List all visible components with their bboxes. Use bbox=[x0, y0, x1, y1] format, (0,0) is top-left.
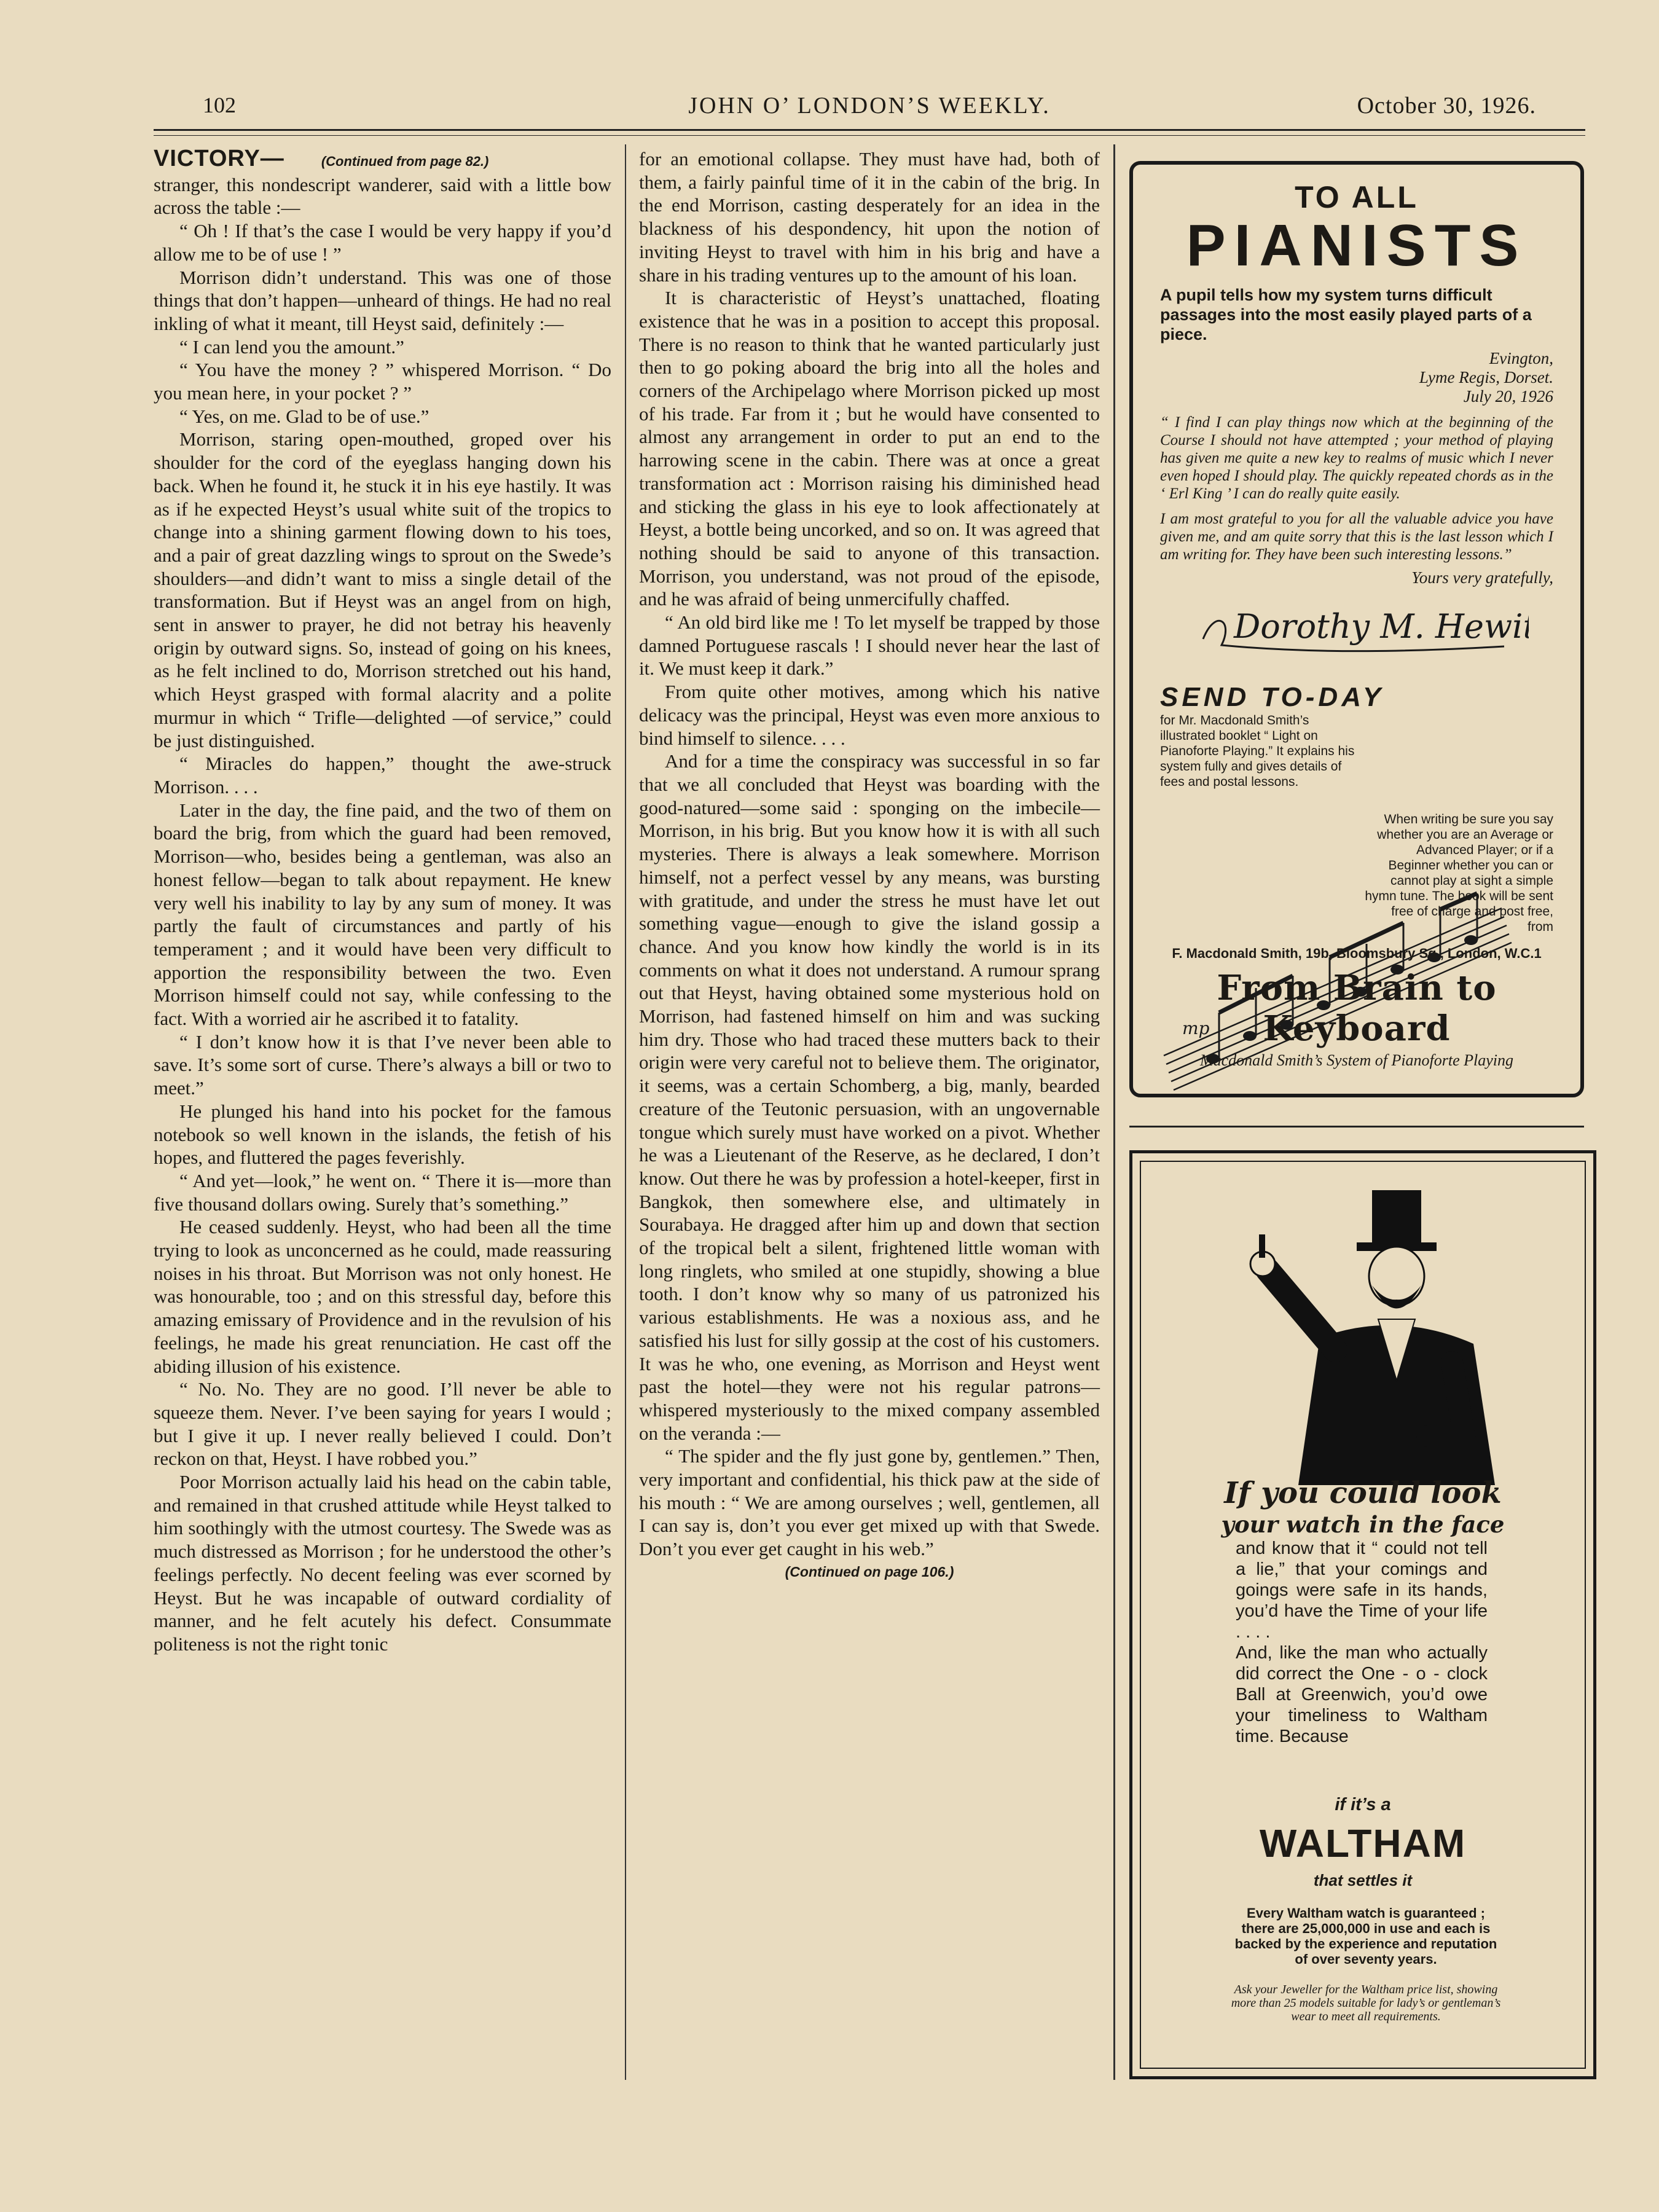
paragraph: “ I don’t know how it is that I’ve never been able to save. It’s some sort of curse. There’s always a bill or two to meet.” bbox=[154, 1030, 611, 1099]
continued-from-note: (Continued from page 82.) bbox=[321, 154, 489, 169]
column-divider bbox=[1113, 144, 1115, 2080]
brand-tagline: that settles it bbox=[1313, 1871, 1413, 1889]
story-title: VICTORY— bbox=[154, 146, 284, 171]
advertiser-address: F. Macdonald Smith, 19b, Bloomsbury Sq., London, W.C.1 bbox=[1172, 946, 1542, 961]
paragraph: “ You have the money ? ” whispered Morrison. “ Do you mean here, in your pocket ? ” bbox=[154, 359, 611, 404]
ordering-instructions: When writing be sure you say whether you are an Average or Advanced Player; or if a Beginner whether you can or cannot play at sight a simple hymn tune. The book will be sent free of charge and post free, from bbox=[1365, 812, 1553, 934]
continued-on-note: (Continued on page 106.) bbox=[785, 1563, 954, 1580]
paragraph: “ The spider and the fly just gone by, gentlemen.” Then, very important and confidential, his thick paw at the side of his mouth : “ We are among ourselves ; well, gentlemen, all I can say is, don’t you ever get mixed up with that Swede. Don’t you ever get caught in his web.” bbox=[639, 1445, 1100, 1560]
gentleman-illustration bbox=[1206, 1178, 1526, 1522]
paragraph: “ An old bird like me ! To let myself be trapped by those damned Portuguese rascals ! I should never hear the last of it. We must keep it dark.” bbox=[639, 611, 1100, 680]
signature bbox=[1160, 596, 1553, 664]
testimonial-quote: “ I find I can play things now which at the beginning of the Course I should not have attempted ; your method of playing has given me quite a new key to realms of music which I never even hoped I should play. The quickly repeated chords as in the ‘ Erl King ’ I can do really quite easily. bbox=[1160, 414, 1553, 502]
story-column-2 bbox=[639, 147, 1100, 1584]
paragraph: Poor Morrison actually laid his head on the cabin table, and remained in that crushed attitude while Heyst talked to him soothingly with the utmost courtesy. The Swede was as much distressed as Morrison ; for he understood the other’s feelings perfectly. No decent feeling was ever scorned by Heyst. But he was incapable of outward cordiality of manner, and he felt acutely his defect. Consummate politeness is not the right tonic bbox=[154, 1471, 611, 1655]
paragraph: “ Oh ! If that’s the case I would be very happy if you’d allow me to be of use ! ” bbox=[154, 220, 611, 265]
ad-headline: If you could look bbox=[1224, 1476, 1502, 1510]
story-heading bbox=[154, 147, 611, 173]
ad-subheadline: your watch in the face bbox=[1221, 1511, 1505, 1538]
system-name: Macdonald Smith’s System of Pianoforte Playing bbox=[1199, 1051, 1514, 1069]
ad-slogan: From Brain to Keyboard bbox=[1217, 968, 1497, 1049]
paragraph: It is characteristic of Heyst’s unattached, floating existence that he was in a position to accept this proposal. There is no reason to think that he wanted particularly just then to go poking aboard the brig into all the holes and corners of the Archipelago where Morrison picked up most of his trade. Far from it ; but he would have consented to almost any arrangement in order to put an end to the harrowing scene in the cabin. There was at once a great transformation act : Morrison raising his diminished head and sticking the glass in his eye to look affectionately at Heyst, a bottle being uncorked, and so on. It was agreed that nothing should be said to anyone of this transaction. Morrison, you understand, was not proud of the episode, and he was afraid of being unmercifully chaffed. bbox=[639, 287, 1100, 610]
paragraph: “ I can lend you the amount.” bbox=[179, 335, 404, 358]
testimonial-quote: I am most grateful to you for all the valuable advice you have given me, and am quite sorry that this is the last lesson which I am writing for. They have been such interesting lessons.” bbox=[1160, 511, 1553, 563]
paragraph: And for a time the conspiracy was successful in so far that we all concluded that Heyst was boarding with the good-natured—some said : sponging on the imbecile—Morrison, in his brig. But you know how it is with all such mysteries. There is always a leak somewhere. Morrison himself, not a perfect vessel by any means, was bursting with gratitude, and under the stress he must have let out something vague—enough to give the island gossip a chance. And you know how kindly the world is in its comments on what it does not understand. A rumour sprang out that Heyst, having obtained some mysterious hold on Morrison, had fastened himself on him and was sucking him dry. Those who had traced these mutters back to their origin were very careful not to believe them. The originator, it seems, was a certain Schomberg, a big, manly, bearded creature of the Teutonic persuasion, with an ungovernable tongue which surely must have worked on a pivot. Whether he was a Lieutenant of the Reserve, as he declared, I don’t know. Out there he was by profession a hotel-keeper, first in Bangkok, then somewhere else, and ultimately in Sourabaya. He dragged after him up and down that section of the tropical belt a silent, frightened little woman with long ringlets, who smiled at one stupidly, showing a blue tooth. I don’t know why so many of us patronized his various establishments. He was a noxious ass, and he satisfied his lust for silly gossip at the cost of his customers. It was he who, one evening, as Morrison and Heyst went past the hotel—they were not his regular patrons—whispered mysteriously to the mixed company assembled on the veranda :— bbox=[639, 750, 1100, 1444]
ad-separator bbox=[1129, 1126, 1584, 1128]
address-line: Lyme Regis, Dorset. bbox=[1419, 368, 1553, 386]
ad-body-paragraph: and know that it “ could not tell a lie,” that your comings and goings were safe in its hands, you’d have the Time of your life . . . . bbox=[1236, 1539, 1488, 1642]
waltham-advertisement bbox=[1129, 1150, 1596, 2079]
signature-flourish bbox=[1160, 596, 1529, 664]
issue-date: October 30, 1926. bbox=[1357, 93, 1536, 119]
paragraph: Morrison, staring open-mouthed, groped over his shoulder for the cord of the eyeglass hanging down his back. When he found it, he stuck it in his eye hastily. It was as if he expected Heyst’s usual white suit of the tropics to change into a shining garment flowing down to his toes, and a pair of great dazzling wings to sprout on the Swede’s shoulders—and didn’t want to miss a single detail of the transformation. But if Heyst was an angel from on high, sent in answer to prayer, he did not betray his heavenly origin by outward signs. So, instead of going on his knees, as he felt inclined to do, Morrison stretched out his hand, which Heyst grasped with formal alacrity and a polite murmur in which “ Trifle—delighted —of service,” could be just distinguished. bbox=[154, 428, 611, 751]
story-column-1 bbox=[154, 147, 611, 1656]
paragraph: He ceased suddenly. Heyst, who had been all the time trying to look as unconcerned as he could, made reassuring noises in his throat. But Morrison was not only honest. He was honourable, too ; and on this stressful day, before this amazing emissary of Providence and in the revulsion of his feelings, he made his great renunciation. He cast off the abiding illusion of his existence. bbox=[154, 1216, 611, 1377]
page-number: 102 bbox=[203, 93, 236, 117]
send-today-heading: SEND TO-DAY bbox=[1160, 682, 1385, 712]
paragraph: He plunged his hand into his pocket for the famous notebook so well known in the islands, the fetish of his hopes, and fluttered the pages feverishly. bbox=[154, 1100, 611, 1169]
page-header bbox=[154, 92, 1585, 129]
paragraph: From quite other motives, among which his native delicacy was the principal, Heyst was even more anxious to bind himself to silence. . . . bbox=[639, 681, 1100, 749]
paragraph: “ And yet—look,” he went on. “ There it is—more than five thousand dollars owing. Surely that’s something.” bbox=[154, 1169, 611, 1215]
dynamic-mark: mp bbox=[1182, 1018, 1210, 1038]
ad-body-paragraph: And, like the man who actually did correct the One - o - clock Ball at Greenwich, you’d owe your timeliness to Waltham time. Because bbox=[1236, 1643, 1488, 1746]
booklet-offer: for Mr. Macdonald Smith’s illustrated booklet “ Light on Pianoforte Playing.” It explains his system fully and gives details of fees and postal lessons. bbox=[1160, 713, 1355, 789]
header-rule bbox=[154, 129, 1585, 131]
paragraph: “ Yes, on me. Glad to be of use.” bbox=[179, 405, 429, 427]
ad-lead-in: if it’s a bbox=[1335, 1795, 1391, 1814]
brand-name: WALTHAM bbox=[1259, 1821, 1467, 1865]
letter-address bbox=[1160, 349, 1553, 406]
ad-tagline: A pupil tells how my system turns difficult passages into the most easily played parts of a piece. bbox=[1160, 286, 1532, 343]
paragraph: Morrison didn’t understand. This was one of those things that don’t happen—unheard of things. He had no real inkling of what it meant, till Heyst said, definitely :— bbox=[154, 266, 611, 334]
publication-title: JOHN O’ LONDON’S WEEKLY. bbox=[688, 93, 1051, 119]
jeweller-note: Ask your Jeweller for the Waltham price list, showing more than 25 models suitable for lady’s or gentleman’s wear to meet all requirements. bbox=[1231, 1983, 1501, 2023]
ad-heading-large: PIANISTS bbox=[1186, 213, 1528, 278]
address-line: July 20, 1926 bbox=[1463, 387, 1553, 406]
paragraph: for an emotional collapse. They must have had, both of them, a fairly painful time of it in the cabin of the brig. In the end Morrison, casting desperately for an idea in the blackness of his despondency, hit upon the notion of inviting Heyst to travel with him in his brig and have a share in his trading ventures up to the amount of his loan. bbox=[639, 148, 1100, 286]
ad-heading-small: TO ALL bbox=[1295, 180, 1419, 214]
address-line: Evington, bbox=[1489, 349, 1553, 367]
column-divider bbox=[625, 144, 626, 2080]
letter-closing: Yours very gratefully, bbox=[1411, 568, 1553, 587]
signature-text: Dorothy M. Hewitt bbox=[1234, 607, 1529, 646]
header-rule-thin bbox=[154, 135, 1585, 136]
paragraph: stranger, this nondescript wanderer, said with a little bow across the table :— bbox=[154, 173, 611, 219]
paragraph: “ Miracles do happen,” thought the awe-struck Morrison. . . . bbox=[154, 753, 611, 798]
pianists-advertisement bbox=[1129, 161, 1584, 1097]
guarantee-text: Every Waltham watch is guaranteed ; there are 25,000,000 in use and each is backed by the experience and reputation of over seventy years. bbox=[1234, 1905, 1497, 1967]
paragraph: Later in the day, the fine paid, and the two of them on board the brig, from which the guard had been removed, Morrison—who, besides being a gentleman, was also an honest fellow—began to talk about repayment. He knew very well his inability to lay by any sum of money. It was partly the fault of circumstances and partly of his temperament ; and it would have been very difficult to apportion the responsibility between the two. Even Morrison himself could not say, while confessing to the fact. With a worried air he ascribed it to fatality. bbox=[154, 799, 611, 1030]
ad-body bbox=[1236, 1538, 1488, 1747]
paragraph: “ No. No. They are no good. I’ll never be able to squeeze them. Never. I’ve been saying for years I would ; but I give it up. I never really believed I could. Don’t reckon on that, Heyst. I have robbed you.” bbox=[154, 1378, 611, 1470]
